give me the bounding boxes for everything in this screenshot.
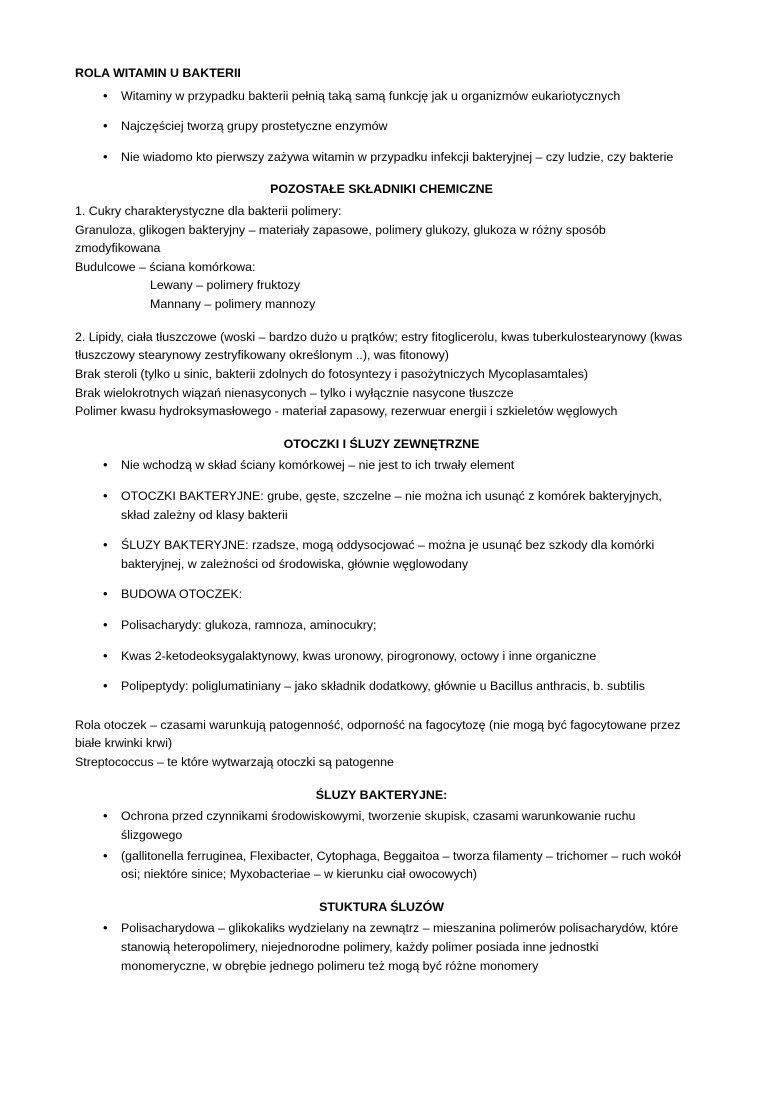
- spacer: [75, 314, 688, 328]
- bullet-list-stuktura-sluzow: [75, 919, 688, 975]
- list-item: • BUDOWA OTOCZEK:: [75, 585, 688, 604]
- document-body: [75, 64, 688, 975]
- paragraph: Streptococcus – te które wytwarzają otoczki są patogenne: [75, 755, 394, 770]
- section-heading-otoczki-sluzy: OTOCZKI I ŚLUZY ZEWNĘTRZNE: [283, 436, 480, 451]
- list-item: • ŚLUZY BAKTERYJNE: rzadsze, mogą oddysocjować – można je usunąć bez szkody dla komórki bakteryjnej, w zależności od środowiska, głównie węglowodany: [75, 536, 688, 573]
- paragraph: Brak steroli (tylko u sinic, bakterii zdolnych do fotosyntezy i pasożytniczych Mycoplasamtales): [75, 366, 589, 381]
- paragraph: Granuloza, glikogen bakteryjny – materiały zapasowe, polimery glukozy, glukoza w różny sposób zmodyfikowana: [75, 222, 606, 256]
- list-item: • Polisacharydy: glukoza, ramnoza, aminocukry;: [75, 616, 688, 635]
- indented-paragraph: Mannany – polimery mannozy: [150, 297, 316, 312]
- bullet-list-sluzy-bakteryjne: [75, 807, 688, 883]
- paragraph: Rola otoczek – czasami warunkują patogenność, odporność na fagocytozę (nie mogą być fagocytowane przez białe krwinki krwi): [75, 717, 681, 751]
- list-item: • Kwas 2-ketodeoksygalaktynowy, kwas uronowy, pirogronowy, octowy i inne organiczne: [75, 647, 688, 666]
- bullet-list-otoczki-sluzy: [75, 456, 688, 695]
- list-item: • Nie wiadomo kto pierwszy zażywa witamin w przypadku infekcji bakteryjnej – czy ludzie, czy bakterie: [75, 148, 688, 167]
- list-item: • Ochrona przed czynnikami środowiskowymi, tworzenie skupisk, czasami warunkowanie ruchu ślizgowego: [75, 807, 688, 844]
- paragraph: Brak wielokrotnych wiązań nienasyconych – tylko i wyłącznie nasycone tłuszcze: [75, 385, 514, 400]
- section-heading-sluzy-bakteryjne: ŚLUZY BAKTERYJNE:: [315, 787, 448, 802]
- section-heading-rola-witamin: ROLA WITAMIN U BAKTERII: [75, 66, 241, 80]
- paragraph: 2. Lipidy, ciała tłuszczowe (woski – bardzo dużo u prątków; estry fitoglicerolu, kwas tuberkulostearynowy (kwas tłuszczowy stearynowy zestryfikowany określonym ..), was fitonowy): [75, 329, 683, 363]
- list-item: • (gallitonella ferruginea, Flexibacter, Cytophaga, Beggaitoa – tworza filamenty – trichomer – ruch wokół osi; niektóre sinice; Myxobacteriae – w kierunku ciał owocowych): [75, 847, 688, 884]
- paragraph: Budulcowe – ściana komórkowa:: [75, 259, 256, 274]
- paragraph: Polimer kwasu hydroksymasłowego - materiał zapasowy, rezerwuar energii i szkieletów węglowych: [75, 404, 618, 419]
- bullet-list-rola-witamin: [75, 87, 688, 167]
- section-heading-pozostale-skladniki: POZOSTAŁE SKŁADNIKI CHEMICZNE: [270, 182, 493, 197]
- list-item: • Najczęściej tworzą grupy prostetyczne enzymów: [75, 117, 688, 136]
- list-item: • OTOCZKI BAKTERYJNE: grube, gęste, szczelne – nie można ich usunąć z komórek bakteryjnych, skład zależny od klasy bakterii: [75, 487, 688, 524]
- section-heading-stuktura-sluzow: STUKTURA ŚLUZÓW: [319, 899, 444, 914]
- indented-paragraph: Lewany – polimery fruktozy: [150, 278, 301, 293]
- list-item: • Nie wchodzą w skład ściany komórkowej – nie jest to ich trwały element: [75, 456, 688, 475]
- list-item: • Polipeptydy: poliglumatiniany – jako składnik dodatkowy, głównie u Bacillus anthracis, b. subtilis: [75, 677, 688, 696]
- spacer: [75, 708, 688, 716]
- list-item: • Witaminy w przypadku bakterii pełnią taką samą funkcję jak u organizmów eukariotycznych: [75, 87, 688, 106]
- list-item: • Polisacharydowa – glikokaliks wydzielany na zewnątrz – mieszanina polimerów polisacharydów, które stanowią heteropolimery, niejednorodne polimery, każdy polimer posiada inne jednostki monomeryczne, w obrębie jednego polimeru też mogą być różne monomery: [75, 919, 688, 975]
- paragraph: 1. Cukry charakterystyczne dla bakterii polimery:: [75, 204, 342, 219]
